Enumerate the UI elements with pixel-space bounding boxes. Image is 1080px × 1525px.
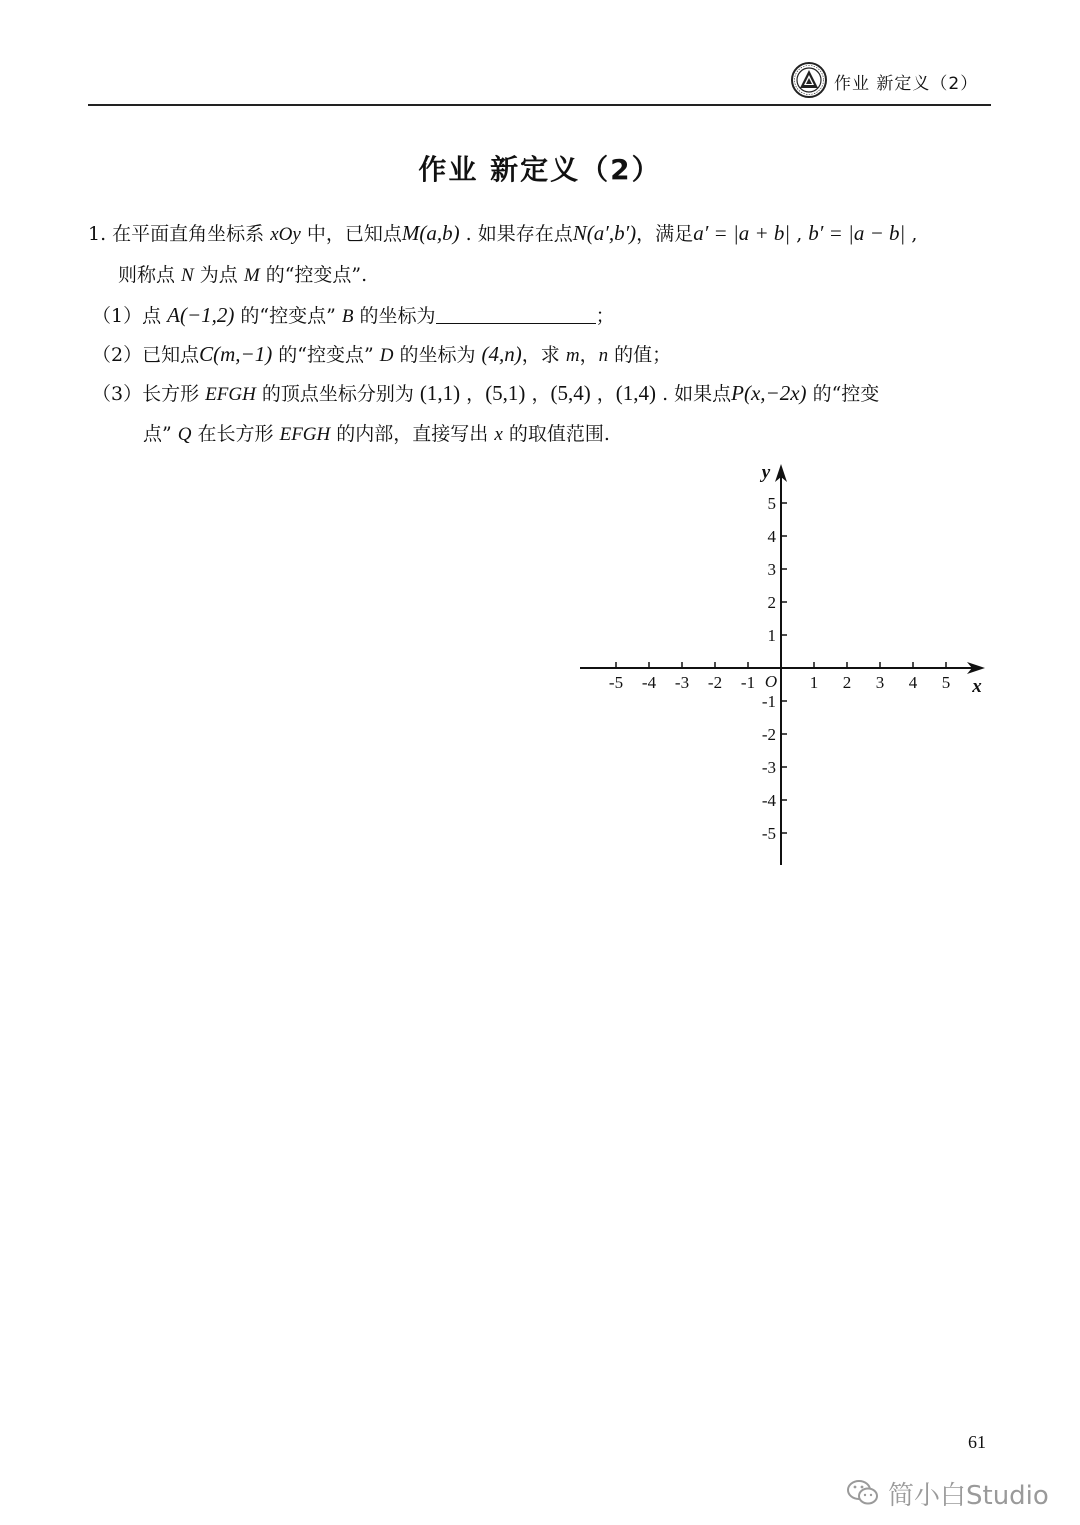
x-tick-label: 2	[842, 673, 852, 692]
text: 在平面直角坐标系	[106, 223, 271, 245]
math-vertex-4: (1,4)	[615, 381, 657, 405]
math-efgh: EFGH	[279, 424, 331, 445]
y-tick-label: -4	[761, 791, 776, 810]
page-number: 61	[968, 1432, 986, 1452]
y-tick-label: -2	[761, 725, 776, 744]
text: 的值；	[608, 344, 672, 366]
question-2	[92, 341, 671, 369]
math-vertex-1: (1,1)	[419, 381, 461, 405]
y-tick-label: 4	[767, 527, 776, 546]
text: 已知点	[142, 344, 200, 366]
problem-number: 1.	[88, 223, 107, 245]
math-point-c: C(m,−1)	[199, 342, 273, 366]
text: ,	[790, 223, 809, 245]
page-title: 作业 新定义（2）	[418, 153, 662, 186]
x-tick-label: 5	[941, 673, 951, 692]
math-xoy: xOy	[270, 224, 301, 245]
text: 的“控变点”	[234, 305, 342, 327]
y-axis-label: y	[761, 462, 771, 483]
x-tick-label: -3	[674, 673, 690, 692]
x-tick-label: -1	[740, 673, 756, 692]
y-tick-label: -3	[761, 758, 776, 777]
text: 的顶点坐标分别为	[255, 383, 420, 405]
separator: ，	[590, 383, 616, 405]
math-point-p: P(x,−2x)	[731, 381, 807, 405]
text: . 如果点	[656, 383, 732, 405]
question-label: （3）	[92, 383, 143, 405]
question-label: （2）	[92, 344, 143, 366]
text: 为点	[193, 264, 244, 286]
text: 的取值范围.	[502, 423, 610, 445]
math-n: N	[181, 265, 194, 286]
origin-label: O	[764, 672, 778, 691]
text: 点”	[143, 423, 178, 445]
math-point-m: M(a,b)	[401, 221, 460, 245]
math-efgh: EFGH	[205, 384, 256, 405]
math-point-n: N(a′,b′)	[572, 221, 637, 245]
header-title: 作业 新定义（2）	[834, 74, 979, 94]
math-b: B	[341, 306, 354, 327]
text: 的内部，直接写出	[330, 423, 495, 445]
problem-1-line-2	[118, 263, 367, 289]
coordinate-plane	[560, 455, 1000, 875]
math-vertex-3: (5,4)	[550, 381, 591, 405]
math-condition-b: b′ = |a − b|	[808, 221, 906, 245]
x-tick-label: 3	[875, 673, 885, 692]
school-logo-icon	[791, 62, 827, 98]
question-3-line-2	[143, 422, 610, 448]
math-condition-a: a′ = |a + b|	[693, 221, 791, 245]
y-tick-label: 3	[767, 560, 776, 579]
x-tick-label: 1	[809, 673, 819, 692]
text: ，满足	[636, 223, 694, 245]
math-q: Q	[177, 424, 192, 445]
math-m: M	[243, 265, 260, 286]
text: . 如果存在点	[459, 223, 573, 245]
math-coord-4n: (4,n)	[481, 342, 522, 366]
y-tick-label: -1	[761, 692, 776, 711]
x-tick-label: -5	[608, 673, 624, 692]
math-x: x	[494, 424, 503, 445]
question-3-line-1	[92, 380, 879, 408]
text: 的“控变点”.	[259, 264, 368, 286]
text: 点	[142, 305, 168, 327]
math-m: m	[565, 345, 580, 366]
text: 则称点	[118, 264, 182, 286]
text: ，	[579, 344, 599, 366]
text: 的坐标为	[393, 344, 482, 366]
page-header	[88, 52, 991, 106]
math-vertex-2: (5,1)	[485, 381, 526, 405]
math-d: D	[379, 345, 394, 366]
problem-1-line-1	[88, 220, 917, 248]
x-tick-label: -2	[707, 673, 723, 692]
question-1	[92, 302, 615, 330]
text: 在长方形	[191, 423, 280, 445]
y-tick-label: 1	[767, 626, 776, 645]
text: 的“控变点”	[272, 344, 380, 366]
x-axis-label: x	[972, 676, 982, 697]
text: 中，已知点	[300, 223, 402, 245]
answer-blank[interactable]	[436, 305, 596, 324]
y-tick-label: 2	[767, 593, 776, 612]
separator: ，	[525, 383, 551, 405]
text: ；	[595, 305, 615, 327]
math-n: n	[598, 345, 609, 366]
text: ,	[905, 223, 918, 245]
y-tick-label: 5	[767, 494, 776, 513]
wechat-icon	[846, 1478, 880, 1508]
text: ，求	[521, 344, 566, 366]
math-point-a: A(−1,2)	[167, 303, 235, 327]
question-label: （1）	[92, 305, 143, 327]
watermark-text: 简小白Studio	[888, 1480, 1049, 1511]
x-tick-label: -4	[641, 673, 657, 692]
text: 的“控变	[806, 383, 880, 405]
separator: ，	[460, 383, 486, 405]
text: 长方形	[142, 383, 206, 405]
y-tick-label: -5	[761, 824, 776, 843]
x-tick-label: 4	[908, 673, 918, 692]
text: 的坐标为	[353, 305, 436, 327]
watermark	[846, 1473, 1049, 1513]
